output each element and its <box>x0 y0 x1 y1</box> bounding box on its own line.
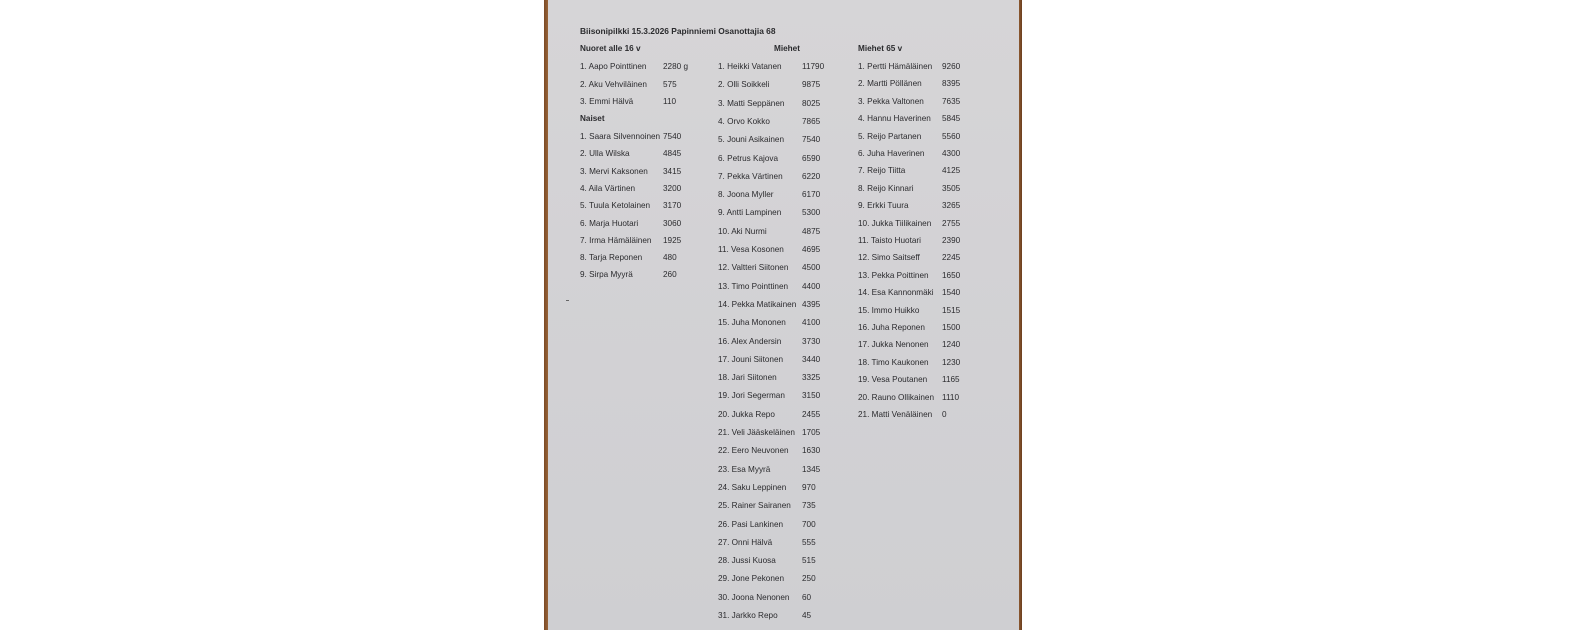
catch-weight: 1650 <box>942 270 961 280</box>
catch-weight: 45 <box>802 611 812 620</box>
participant-name: 1. Aapo Pointtinen <box>580 62 647 71</box>
participant-name: 1. Heikki Vatanen <box>718 62 782 71</box>
participant-name: 22. Eero Neuvonen <box>718 446 789 456</box>
catch-weight: 4695 <box>802 245 821 254</box>
participant-name: 6. Marja Huotari <box>580 218 639 228</box>
catch-weight: 700 <box>802 519 816 529</box>
catch-weight: 1630 <box>802 446 821 456</box>
section-title-miehet: Miehet <box>774 44 800 53</box>
catch-weight: 1345 <box>802 464 821 474</box>
participant-name: 5. Tuula Ketolainen <box>580 201 651 211</box>
participant-name: 3. Pekka Valtonen <box>858 96 924 106</box>
participant-name: 7. Reijo Tiitta <box>858 166 906 176</box>
participant-name: 23. Esa Myyrä <box>718 464 771 474</box>
catch-weight: 1925 <box>663 235 682 245</box>
catch-weight: 2455 <box>802 409 821 419</box>
catch-weight: 2755 <box>942 218 961 228</box>
catch-weight: 3440 <box>802 354 821 364</box>
catch-weight: 3730 <box>802 336 821 346</box>
participant-name: 16. Alex Andersin <box>718 336 782 346</box>
participant-name: 5. Reijo Partanen <box>858 131 922 141</box>
catch-weight: 60 <box>802 592 812 602</box>
catch-weight: 3505 <box>942 183 961 193</box>
participant-name: 16. Juha Reponen <box>858 323 925 332</box>
catch-weight: 1705 <box>802 428 821 437</box>
participant-name: 3. Mervi Kaksonen <box>580 166 648 176</box>
catch-weight: 260 <box>663 270 677 280</box>
catch-weight: 4125 <box>942 166 961 176</box>
participant-name: 1. Saara Silvennoinen <box>580 132 661 141</box>
participant-name: 14. Esa Kannonmäki <box>858 288 934 298</box>
participant-name: 19. Jori Segerman <box>718 391 785 401</box>
catch-weight: 7865 <box>802 116 821 126</box>
catch-weight: 480 <box>663 253 677 263</box>
catch-weight: 1515 <box>942 305 961 315</box>
catch-weight: 1165 <box>942 375 960 385</box>
participant-name: 17. Jouni Siitonen <box>718 354 784 364</box>
participant-name: 26. Pasi Lankinen <box>718 519 784 529</box>
catch-weight: 4845 <box>663 149 682 159</box>
catch-weight: 2245 <box>942 253 961 263</box>
catch-weight: 4875 <box>802 226 821 236</box>
participant-name: 6. Juha Haverinen <box>858 149 925 158</box>
catch-weight: 3170 <box>663 201 682 211</box>
catch-weight: 970 <box>802 482 816 492</box>
participant-name: 4. Aila Värtinen <box>580 183 636 193</box>
catch-weight: 735 <box>802 501 816 511</box>
participant-name: 12. Simo Saitseff <box>858 253 920 263</box>
participant-name: 4. Hannu Haverinen <box>858 114 931 124</box>
catch-weight: 3415 <box>663 166 682 176</box>
participant-name: 24. Saku Leppinen <box>718 482 787 492</box>
catch-weight: 110 <box>663 97 677 107</box>
catch-weight: 3200 <box>663 183 682 193</box>
participant-name: 9. Erkki Tuura <box>858 201 909 211</box>
catch-weight: 6220 <box>802 171 821 181</box>
participant-name: 20. Jukka Repo <box>718 409 775 419</box>
participant-name: 2. Martti Pöllänen <box>858 79 922 89</box>
participant-name: 17. Jukka Nenonen <box>858 340 929 350</box>
catch-weight: 2390 <box>942 236 961 245</box>
section-title-miehet65: Miehet 65 v <box>858 44 903 53</box>
participant-name: 12. Valtteri Siitonen <box>718 263 789 273</box>
pen-mark <box>566 300 569 301</box>
catch-weight: 9260 <box>942 62 961 71</box>
participant-name: 21. Veli Jääskeläinen <box>718 428 795 437</box>
catch-weight: 1240 <box>942 340 961 350</box>
section-title-naiset: Naiset <box>580 114 605 123</box>
catch-weight: 1500 <box>942 323 961 332</box>
participant-name: 3. Matti Seppänen <box>718 98 785 108</box>
catch-weight: 8025 <box>802 98 821 108</box>
catch-weight: 3060 <box>663 218 682 228</box>
catch-weight: 3265 <box>942 201 961 211</box>
participant-name: 20. Rauno Ollikainen <box>858 392 935 402</box>
catch-weight: 7540 <box>663 132 682 141</box>
participant-name: 15. Juha Mononen <box>718 318 786 328</box>
catch-weight: 5560 <box>942 131 961 141</box>
catch-weight: 0 <box>942 410 947 419</box>
participant-name: 18. Jari Siitonen <box>718 373 777 383</box>
participant-name: 6. Petrus Kajova <box>718 153 779 163</box>
participant-name: 28. Jussi Kuosa <box>718 556 776 566</box>
participant-name: 18. Timo Kaukonen <box>858 357 929 367</box>
participant-name: 25. Rainer Sairanen <box>718 501 791 511</box>
participant-name: 11. Vesa Kosonen <box>718 245 784 254</box>
results-sheet <box>548 0 1019 630</box>
catch-weight: 11790 <box>802 62 825 71</box>
participant-name: 21. Matti Venäläinen <box>858 410 933 419</box>
catch-weight: 5845 <box>942 114 961 124</box>
catch-weight: 3325 <box>802 373 821 383</box>
participant-name: 8. Reijo Kinnari <box>858 183 914 193</box>
catch-weight: 9875 <box>802 80 821 90</box>
catch-weight: 1230 <box>942 357 961 367</box>
catch-weight: 4300 <box>942 149 961 158</box>
catch-weight: 6170 <box>802 190 821 200</box>
participant-name: 19. Vesa Poutanen <box>858 375 928 385</box>
catch-weight: 5300 <box>802 208 821 218</box>
catch-weight: 575 <box>663 79 677 89</box>
participant-name: 15. Immo Huikko <box>858 305 920 315</box>
participant-name: 8. Joona Myller <box>718 190 774 200</box>
participant-name: 30. Joona Nenonen <box>718 592 790 602</box>
catch-weight: 7540 <box>802 135 821 145</box>
catch-weight: 1540 <box>942 288 961 298</box>
participant-name: 14. Pekka Matikainen <box>718 299 797 309</box>
participant-name: 7. Pekka Värtinen <box>718 171 783 181</box>
participant-name: 1. Pertti Hämäläinen <box>858 62 933 71</box>
catch-weight: 515 <box>802 556 816 566</box>
catch-weight: 4100 <box>802 318 821 328</box>
participant-name: 10. Aki Nurmi <box>718 226 767 236</box>
participant-name: 2. Olli Soikkeli <box>718 80 770 90</box>
catch-weight: 250 <box>802 574 816 584</box>
catch-weight: 6590 <box>802 153 821 163</box>
participant-name: 8. Tarja Reponen <box>580 253 643 263</box>
participant-name: 10. Jukka Tiilikainen <box>858 218 932 228</box>
section-title-nuoret: Nuoret alle 16 v <box>580 44 641 53</box>
participant-name: 5. Jouni Asikainen <box>718 135 784 145</box>
participant-name: 2. Ulla Wilska <box>580 149 630 159</box>
participant-name: 4. Orvo Kokko <box>718 116 770 126</box>
participant-name: 9. Antti Lampinen <box>718 208 782 218</box>
catch-weight: 8395 <box>942 79 961 89</box>
catch-weight: 4395 <box>802 299 821 309</box>
participant-name: 29. Jone Pekonen <box>718 574 785 584</box>
participant-name: 2. Aku Vehviläinen <box>580 79 647 89</box>
catch-weight: 3150 <box>802 391 821 401</box>
document-title: Biisonipilkki 15.3.2026 Papinniemi Osanottajia 68 <box>580 26 776 36</box>
catch-weight: 555 <box>802 537 816 547</box>
participant-name: 9. Sirpa Myyrä <box>580 270 633 280</box>
catch-weight: 2280 g <box>663 62 689 71</box>
catch-weight: 7635 <box>942 96 961 106</box>
catch-weight: 4500 <box>802 263 821 273</box>
participant-name: 3. Emmi Hälvä <box>580 97 634 107</box>
participant-name: 27. Onni Hälvä <box>718 537 773 547</box>
participant-name: 13. Timo Pointtinen <box>718 281 789 291</box>
participant-name: 11. Taisto Huotari <box>858 236 921 245</box>
catch-weight: 4400 <box>802 281 821 291</box>
participant-name: 7. Irma Hämäläinen <box>580 235 652 245</box>
participant-name: 13. Pekka Poittinen <box>858 270 929 280</box>
catch-weight: 1110 <box>942 392 959 402</box>
participant-name: 31. Jarkko Repo <box>718 611 778 620</box>
